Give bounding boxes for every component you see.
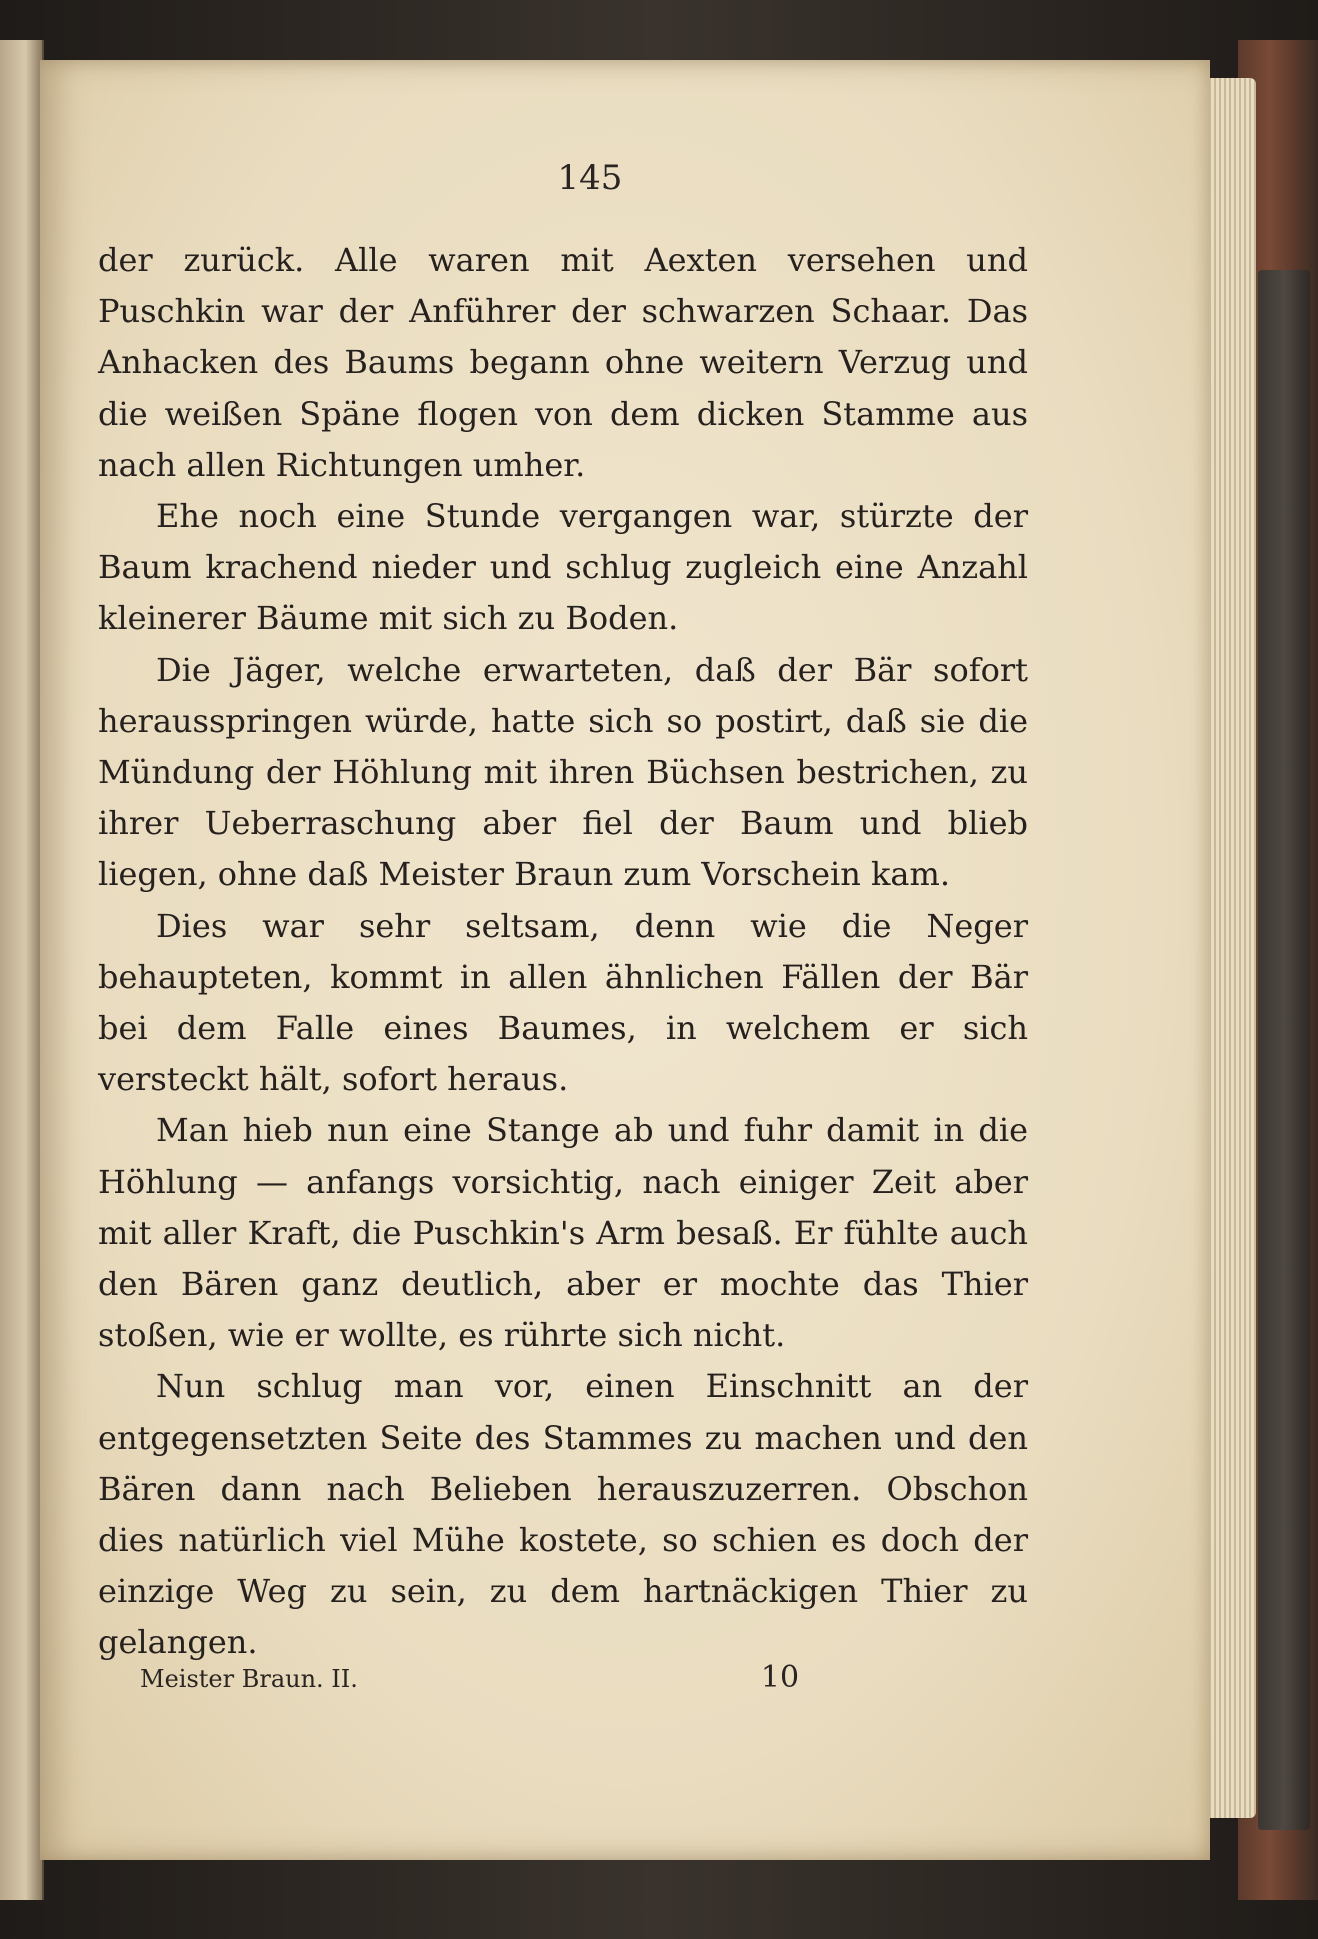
paragraph-2: Ehe noch eine Stunde vergangen war, stürzte der Baum krachend nieder und schlug zugleich eine Anzahl kleinerer Bäume mit sich zu Boden.: [98, 497, 1028, 638]
paragraph-6: Nun schlug man vor, einen Einschnitt an der entgegensetzten Seite des Stammes zu machen und den Bären dann nach Belieben herauszuzerren. Obschon dies natürlich viel Mühe kostete, so schien es doch der einzige Weg zu sein, zu dem hartnäckigen Thier zu gelangen.: [98, 1367, 1028, 1662]
paragraph-1: der zurück. Alle waren mit Aexten versehen und Puschkin war der Anführer der schwarzen Schaar. Das Anhacken des Baums begann ohne weitern Verzug und die weißen Späne flogen von dem dicken Stamme aus nach allen Richtungen umher.: [98, 241, 1028, 484]
book-page: [40, 60, 1210, 1860]
paragraph-3: Die Jäger, welche erwarteten, daß der Bär sofort herausspringen würde, hatte sich so postirt, daß sie die Mündung der Höhlung mit ihren Büchsen bestrichen, zu ihrer Ueberraschung aber fiel der Baum und blieb liegen, ohne daß Meister Braun zum Vorschein kam.: [98, 650, 1028, 894]
footer-signature: Meister Braun. II.: [140, 1665, 358, 1693]
page-number: 145: [557, 158, 623, 198]
book-cover-spine: [1258, 270, 1310, 1830]
body-text: [98, 235, 1028, 1669]
paragraph-5: Man hieb nun eine Stange ab und fuhr damit in die Höhlung — anfangs vorsichtig, nach einiger Zeit aber mit aller Kraft, die Puschkin's Arm besaß. Er fühlte auch den Bären ganz deutlich, aber er mochte das Thier stoßen, wie er wollte, es rührte sich nicht.: [98, 1111, 1028, 1355]
footer-sheet-number: 10: [760, 1660, 800, 1695]
left-page-edge: [0, 40, 44, 1900]
paragraph-4: Dies war sehr seltsam, denn wie die Neger behaupteten, kommt in allen ähnlichen Fällen der Bär bei dem Falle eines Baumes, in welchem er sich versteckt hält, sofort heraus.: [98, 906, 1028, 1099]
